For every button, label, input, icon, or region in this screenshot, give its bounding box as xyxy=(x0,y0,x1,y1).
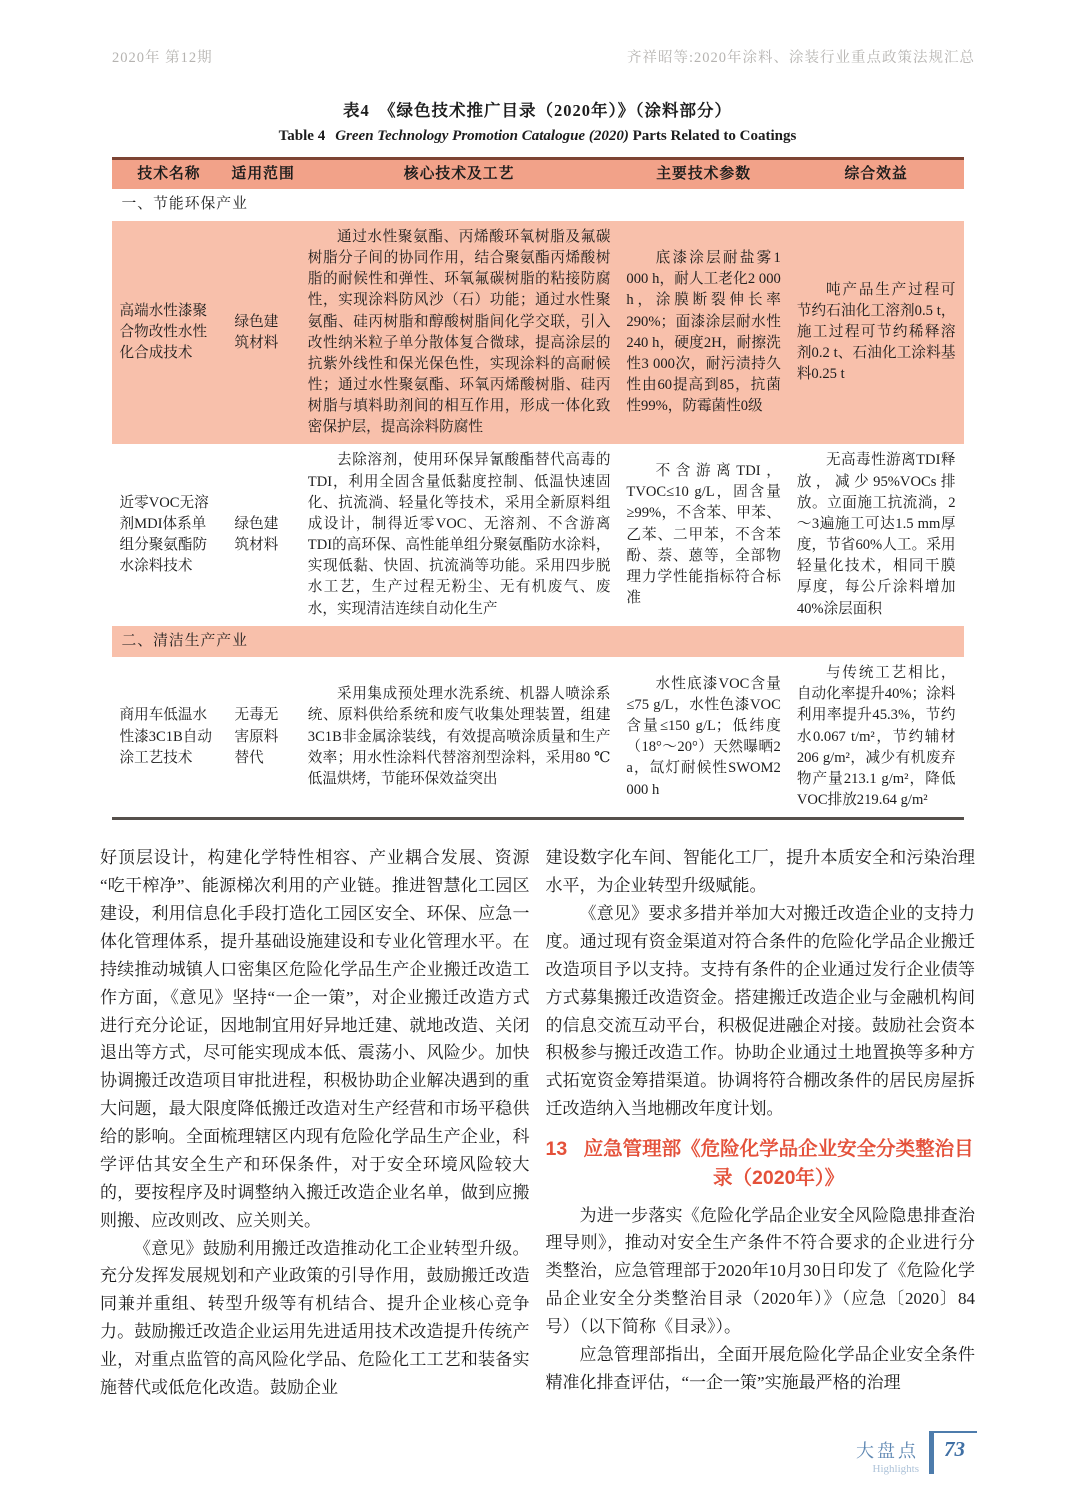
cell-scope: 绿色建筑材料 xyxy=(234,515,279,554)
cell-core-tech: 采用集成预处理水洗系统、机器人喷涂系统、原料供给系统和废气收集处理装置，组建3C1B非金属涂装线，有效提高喷涂质量和生产效率；用水性涂料代替溶剂型涂料，采用80 ℃低温烘烤，节能环保效益突出 xyxy=(307,686,611,787)
green-technology-table xyxy=(112,157,964,820)
cell-core-tech: 去除溶剂，使用环保异氰酸酯替代高毒的TDI，利用全固含量低黏度控制、低温快速固化、抗流淌、轻量化等技术，采用全新原料组成设计，制得近零VOC、无溶剂、不含游离TDI的高环保、高性能单组分聚氨酯防水涂料，实现低黏、快固、抗流淌等功能。采用四步脱水工艺，生产过程无粉尘、无有机废气、废水，实现清洁连续自动化生产 xyxy=(307,452,611,617)
column-brand-cn: 大盘点 xyxy=(856,1441,919,1461)
cell-tech-name: 商用车低温水性漆3C1B自动涂工艺技术 xyxy=(119,707,212,766)
issue-info: 2020年 第12期 xyxy=(112,50,213,66)
section-label: 二、清洁生产产业 xyxy=(121,632,248,649)
left-column xyxy=(100,844,530,1402)
column-header-params: 主要技术参数 xyxy=(618,159,788,190)
paragraph: 《意见》要求多措并举加大对搬迁改造企业的支持力度。通过现有资金渠道对符合条件的危险化学品企业搬迁改造项目予以支持。支持有条件的企业通过发行企业债等方式募集搬迁改造资金。搭建搬迁改造企业与金融机构间的信息交流互动平台，积极促进融企对接。鼓励社会资本积极参与搬迁改造工作。协助企业通过土地置换等多种方式拓宽资金筹措渠道。协调将符合棚改条件的居民房屋拆迁改造纳入当地棚改年度计划。 xyxy=(545,904,975,1119)
cell-benefit: 与传统工艺相比，自动化率提升40%；涂料利用率提升45.3%，节约水0.067 t/m²，节约辅材206 g/m²，减少有机废弃物产量213.1 g/m²，降低VOC排放219.64 g/m² xyxy=(796,665,956,809)
paragraph: 应急管理部指出，全面开展危险化学品企业安全条件精准化排查评估，“一企一策”实施最严格的治理 xyxy=(545,1344,975,1392)
paragraph: 建设数字化车间、智能化工厂，提升本质安全和污染治理水平，为企业转型升级赋能。 xyxy=(545,848,975,896)
table-title-en-prefix: Table 4 xyxy=(278,128,326,144)
paragraph: 《意见》鼓励利用搬迁改造推动化工企业转型升级。充分发挥发展规划和产业政策的引导作用，鼓励搬迁改造同兼并重组、转型升级等有机结合、提升企业核心竞争力。鼓励搬迁改造企业运用先进适用技术改造提升传统产业，对重点监管的高风险化学品、危险化工工艺和装备实施替代或低危化改造。鼓励企业 xyxy=(100,1238,530,1397)
cell-scope: 无毒无害原料替代 xyxy=(234,707,279,766)
table-title-en xyxy=(112,128,964,145)
cell-params: 不含游离TDI，TVOC≤10 g/L，固含量≥99%，不含苯、甲苯、乙苯、二甲苯，不含苯酚、萘、蒽等，全部物理力学性能指标符合标准 xyxy=(626,463,781,606)
cell-benefit: 无高毒性游离TDI释放，减少95%VOCs排放。立面施工抗流淌，2～3遍施工可达1.5 mm厚度，节省60%人工。采用轻量化技术，相同干膜厚度，每公斤涂料增加40%涂层面积 xyxy=(796,452,956,617)
article-body xyxy=(100,844,975,1402)
cell-params: 水性底漆VOC含量≤75 g/L，水性色漆VOC含量≤150 g/L；低纬度（18°～20°）天然曝晒2 a，氙灯耐候性SWOM2 000 h xyxy=(626,675,781,798)
cell-scope: 绿色建筑材料 xyxy=(234,313,279,351)
table-block xyxy=(112,97,964,820)
paragraph: 好顶层设计，构建化学特性相容、产业耦合发展、资源“吃干榨净”、能源梯次利用的产业链。推进智慧化工园区建设，利用信息化手段打造化工园区安全、环保、应急一体化管理体系，提升基础设施建设和专业化管理水平。在持续推动城镇人口密集区危险化学品生产企业搬迁改造工作方面，《意见》坚持“一企一策”，对企业搬迁改造方式进行充分论证，因地制宜用好异地迁建、就地改造、关闭退出等方式，尽可能实现成本低、震荡小、风险少。加快协调搬迁改造项目审批进程，积极协助企业解决遇到的重大问题，最大限度降低搬迁改造对生产经营和市场平稳供给的影响。全面梳理辖区内现有危险化学品生产企业，科学评估其安全生产和环保条件，对于安全环境风险较大的，要按程序及时调整纳入搬迁改造企业名单，做到应搬则搬、应改则改、应关则关。 xyxy=(100,848,530,1230)
paragraph: 为进一步落实《危险化学品企业安全风险隐患排查治理导则》，推动对安全生产条件不符合要求的企业进行分类整治，应急管理部于2020年10月30日印发了《危险化学品企业安全分类整治目录（2020年）》（应急〔2020〕84号）（以下简称《目录》）。 xyxy=(545,1205,975,1337)
table-section-row xyxy=(112,626,964,657)
table-section-row xyxy=(112,189,964,220)
cell-params: 底漆涂层耐盐雾1 000 h，耐人工老化2 000 h，涂膜断裂伸长率290%；面漆涂层耐水性240 h，硬度2H，耐擦洗性3 000次，耐污渍持久性由60提高到85，抗菌性99%，防霉菌性0级 xyxy=(626,250,781,415)
table-title-en-italic: Green Technology Promotion Catalogue (2020) xyxy=(335,128,629,144)
column-header-benefit: 综合效益 xyxy=(789,159,964,190)
column-header-tech-name: 技术名称 xyxy=(112,159,227,190)
cell-tech-name: 高端水性漆聚合物改性水性化合成技术 xyxy=(119,302,208,362)
section-heading-13 xyxy=(546,1135,976,1194)
table-row xyxy=(112,444,964,625)
running-head xyxy=(112,46,975,67)
page-number: 73 xyxy=(929,1431,977,1474)
column-header-core-tech: 核心技术及工艺 xyxy=(300,159,619,190)
cell-benefit: 吨产品生产过程可节约石油化工溶剂0.5 t，施工过程可节约稀释溶剂0.2 t、石油化工涂料基料0.25 t xyxy=(796,281,956,383)
table-row xyxy=(112,221,964,445)
column-brand xyxy=(856,1431,919,1475)
page-footer xyxy=(856,1431,977,1475)
table-title-en-suffix: Parts Related to Coatings xyxy=(632,128,797,144)
cell-core-tech: 通过水性聚氨酯、丙烯酸环氧树脂及氟碳树脂分子间的协同作用，结合聚氨酯丙烯酸树脂的耐候性和弹性、环氧氟碳树脂的粘接防腐性，实现涂料防风沙（石）功能；通过水性聚氨酯、硅丙树脂和醇酸树脂间化学交联，引入改性纳米粒子单分散体复合微球，提高涂层的抗紫外线性和保光保色性，实现涂料的高耐候性；通过水性聚氨酯、环氧丙烯酸树脂、硅丙树脂与填料助剂间的相互作用，形成一体化致密保护层，提高涂料防腐性 xyxy=(307,228,611,436)
table-header-row xyxy=(112,159,964,190)
table-row xyxy=(112,657,964,819)
section-label: 一、节能环保产业 xyxy=(121,196,248,213)
article-running-title: 齐祥昭等:2020年涂料、涂装行业重点政策法规汇总 xyxy=(626,50,975,66)
section-title: 应急管理部《危险化学品企业安全分类整治目录（2020年）》 xyxy=(583,1138,974,1190)
column-brand-en: Highlights xyxy=(872,1463,919,1475)
table-title-cn: 表4 《绿色技术推广目录（2020年）》（涂料部分） xyxy=(343,101,732,120)
right-column xyxy=(546,844,976,1402)
column-header-scope: 适用范围 xyxy=(227,159,300,190)
cell-tech-name: 近零VOC无溶剂MDI体系单组分聚氨酯防水涂料技术 xyxy=(119,494,209,575)
section-number: 13 xyxy=(545,1138,568,1161)
